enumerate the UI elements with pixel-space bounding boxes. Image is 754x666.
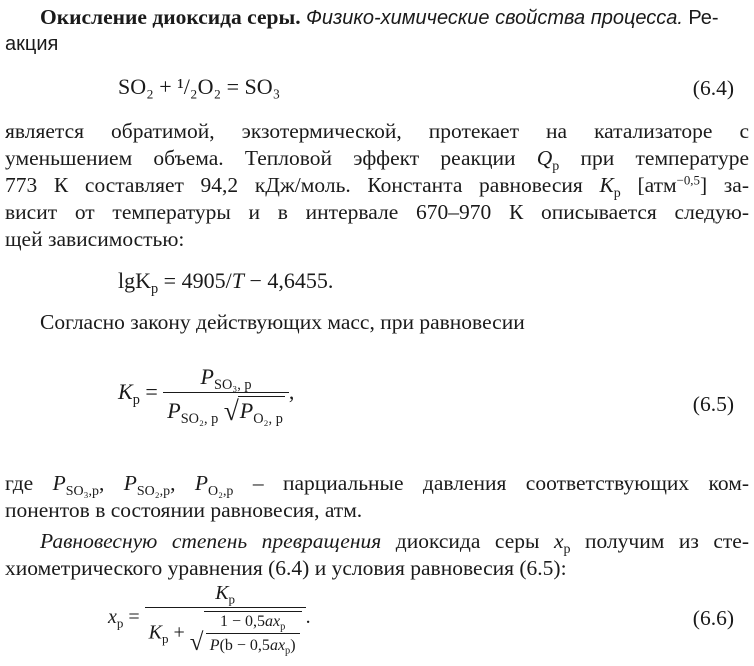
para4-line1: Равновесную степень превращения диоксида серы $x_р$ получим из сте- xyxy=(40,529,749,557)
para1-line5: щей зависимостью: xyxy=(5,227,185,251)
para1-line2: уменьшением объема. Тепловой эффект реакции $Q_р$ при температуре xyxy=(5,146,749,174)
equation-number-6-5: (6.5) xyxy=(692,392,734,416)
para3-line2: понентов в состоянии равновесия, атм. xyxy=(5,498,363,522)
equation-number-6-4: (6.4) xyxy=(692,76,734,100)
heading-title: Окисление диоксида серы. xyxy=(40,5,301,29)
heading-line2: акция xyxy=(5,33,59,55)
equation-number-6-6: (6.6) xyxy=(692,606,734,630)
fraction-6-5: $P_{SO_3, р}$ $P_{SO_2, р}$ √ $P_{O_2, р}$ xyxy=(163,364,289,424)
fraction-6-6: $K_р$ $K_р$ + √ $\frac{1 - 0,5ax_р}{P(b - 0,5ax_р)}$ xyxy=(145,582,306,655)
para3-line1: где $P_{SO_3,р}$, $P_{SO_2,р}$, $P_{O_2,р}$ – парциальные давления соответствующих ком- xyxy=(5,471,750,499)
equation-6-5: $K_р$ = $P_{SO_3, р}$ $P_{SO_2, р}$ √ $P_{O_2, р}$ , xyxy=(118,364,295,427)
equation-lgk: lgK$_р$ = 4905/T − 4,6455. xyxy=(118,268,334,297)
para1-line1: является обратимой, экзотермической, протекает на катализаторе с xyxy=(5,119,749,143)
para1-line4: висит от температуры и в интервале 670–970 К описывается следую- xyxy=(5,200,749,224)
equation-6-4 xyxy=(118,74,280,100)
equation-6-4-body: SO₂ + ¹/₂O₂ = SO₃ xyxy=(118,74,281,99)
para4-line2: хиометрического уравнения (6.4) и условия равновесия (6.5): xyxy=(5,556,567,580)
para1-line3: 773 К составляет 94,2 кДж/моль. Константа равновесия $K_р$ [атм$^{-0,5}$] за- xyxy=(5,173,749,201)
para2: Согласно закону действующих масс, при равновесии xyxy=(40,310,525,334)
heading-continuation: Ре- xyxy=(688,7,719,29)
equation-6-6: $x_р$ = $K_р$ $K_р$ + √ $\frac{1 - 0,5ax_р}{P(b - 0,5ax_р)}$ . xyxy=(108,582,311,657)
section-heading xyxy=(40,4,719,32)
heading-subtitle: Физико-химические свойства процесса. xyxy=(305,7,683,29)
